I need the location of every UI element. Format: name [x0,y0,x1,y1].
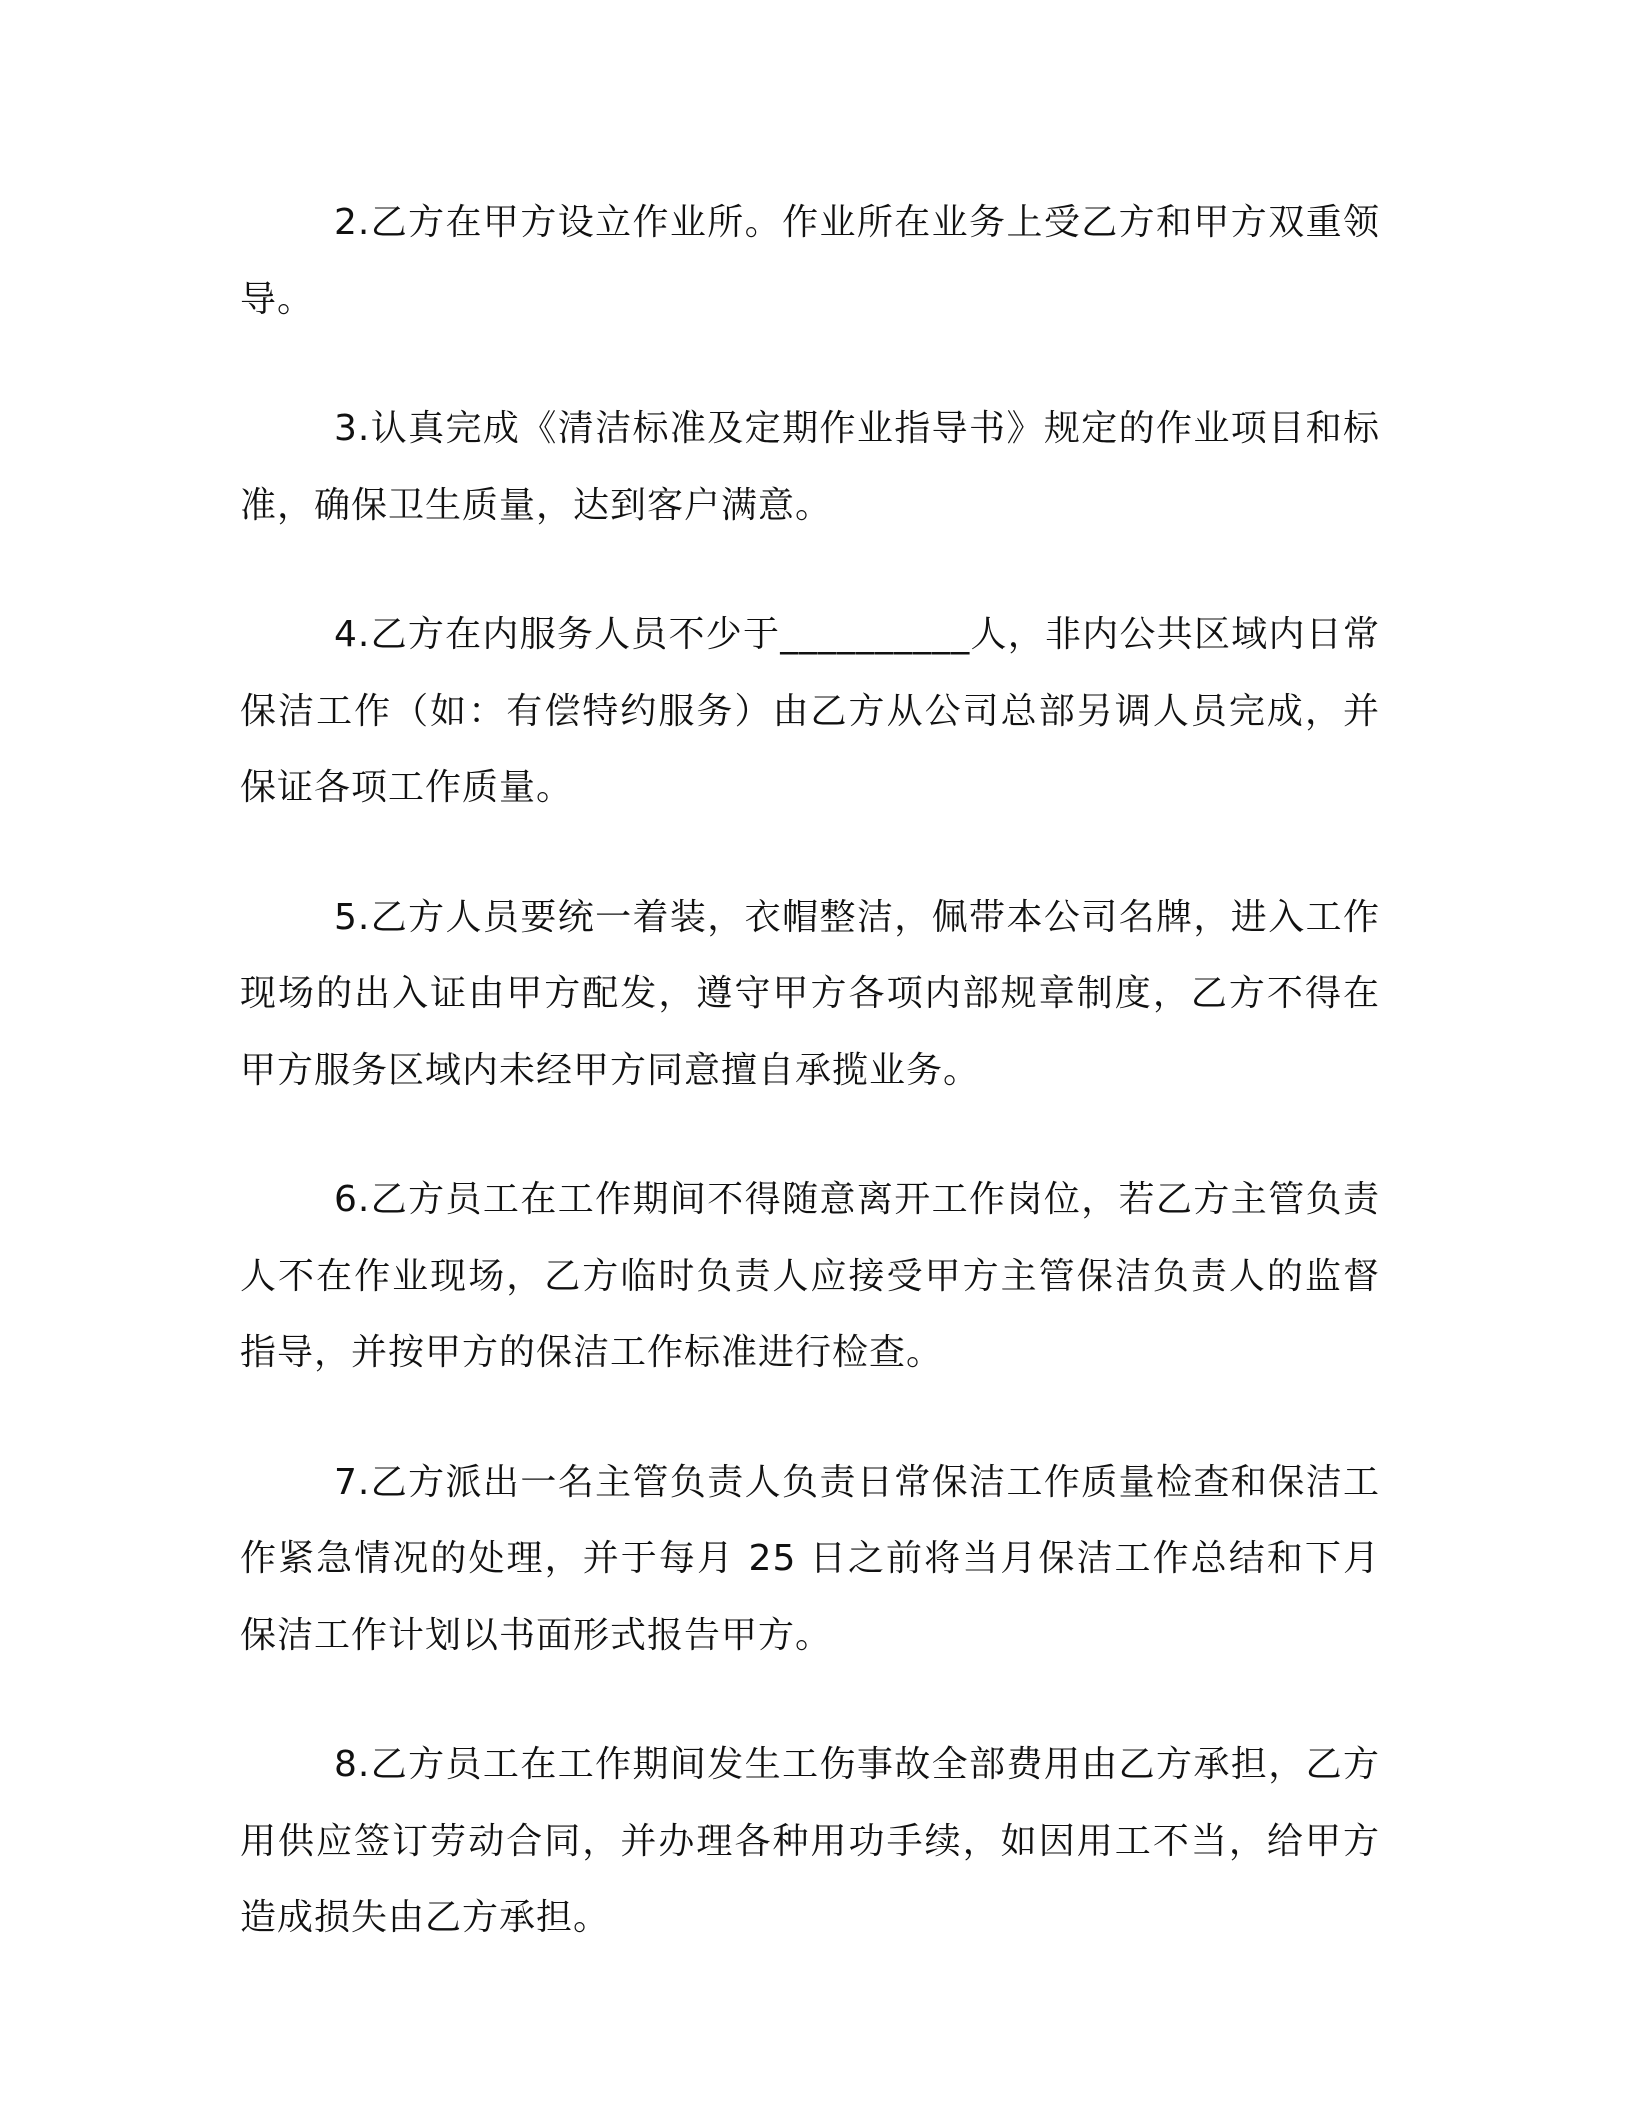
clause-7-paragraph: 7.乙方派出一名主管负责人负责日常保洁工作质量检查和保洁工作紧急情况的处理，并于每月 25 日之前将当月保洁工作总结和下月保洁工作计划以书面形式报告甲方。 [240,1461,1380,1656]
clause-6-paragraph: 6.乙方员工在工作期间不得随意离开工作岗位，若乙方主管负责人不在作业现场，乙方临时负责人应接受甲方主管保洁负责人的监督指导，并按甲方的保洁工作标准进行检查。 [240,1179,1380,1373]
document-body [240,185,1380,1957]
clause-5-paragraph: 5.乙方人员要统一着装，衣帽整洁，佩带本公司名牌，进入工作现场的出入证由甲方配发，遵守甲方各项内部规章制度，乙方不得在甲方服务区域内未经甲方同意擅自承揽业务。 [240,896,1380,1091]
clause-3-paragraph: 3.认真完成《清洁标准及定期作业指导书》规定的作业项目和标准，确保卫生质量，达到客户满意。 [240,408,1380,526]
clause-8-paragraph: 8.乙方员工在工作期间发生工伤事故全部费用由乙方承担，乙方用供应签订劳动合同，并办理各种用功手续，如因用工不当，给甲方造成损失由乙方承担。 [240,1744,1380,1938]
clause-2-paragraph: 2.乙方在甲方设立作业所。作业所在业务上受乙方和甲方双重领导。 [240,202,1380,320]
clause-4-paragraph: 4.乙方在内服务人员不少于__________人，非内公共区域内日常保洁工作（如：有偿特约服务）由乙方从公司总部另调人员完成，并保证各项工作质量。 [240,614,1380,808]
